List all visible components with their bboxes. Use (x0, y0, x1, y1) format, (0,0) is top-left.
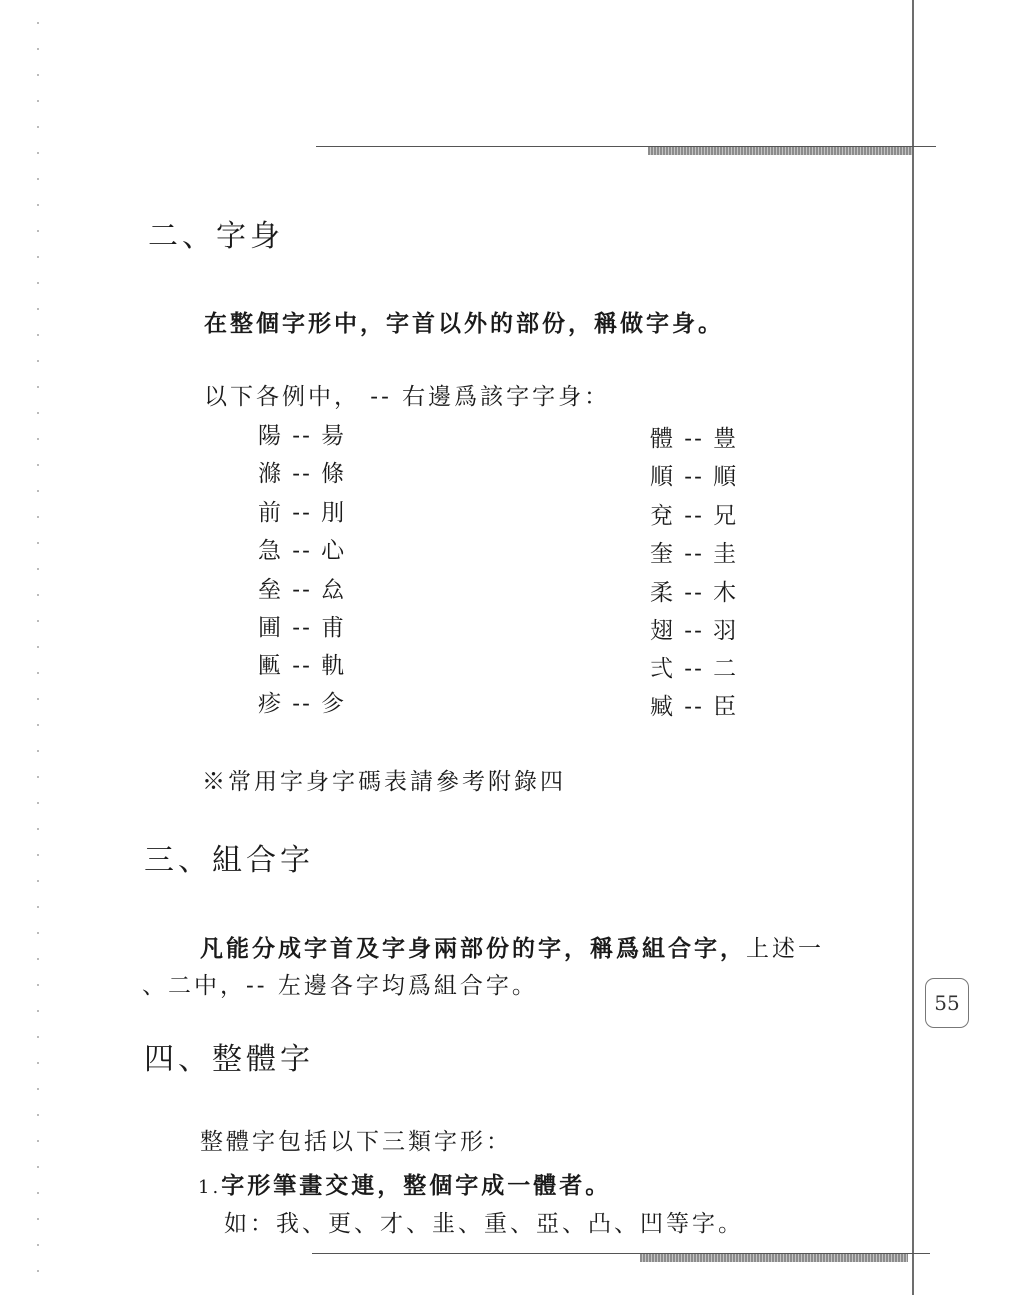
section-3-paragraph-normal: 上述一 (746, 936, 824, 962)
example-pair: 圃 -- 甫 (258, 615, 347, 641)
section-2-heading: 二、字身 (148, 219, 284, 254)
top-rule-thick (648, 147, 912, 155)
appendix-note: ※常用字身字碼表請參考附錄四 (202, 769, 566, 795)
example-pair: 臧 -- 臣 (650, 694, 739, 720)
section-4-heading: 四、整體字 (144, 1042, 314, 1077)
page-number-badge: 55 (925, 978, 969, 1028)
section-3-heading: 三、組合字 (144, 843, 314, 878)
example-pair: 弍 -- 二 (650, 656, 739, 682)
section-2-intro: 以下各例中， -- 右邊爲該字字身： (204, 384, 611, 410)
section-3-paragraph-line-1 (200, 937, 824, 961)
section-2-definition: 在整個字形中，字首以外的部份，稱做字身。 (204, 310, 724, 337)
example-pair: 滌 -- 條 (258, 461, 347, 487)
example-pair: 疹 -- 㐱 (258, 691, 347, 717)
section-3-paragraph-line-2: 、二中，-- 左邊各字均爲組合字。 (142, 973, 538, 999)
section-4-intro: 整體字包括以下三類字形： (200, 1129, 512, 1155)
item-1-text: 字形筆畫交連，整個字成一體者。 (221, 1172, 612, 1199)
example-pair: 翅 -- 羽 (650, 618, 739, 644)
item-1-number: 1. (198, 1177, 222, 1198)
section-3-paragraph-bold: 凡能分成字首及字身兩部份的字，稱爲組合字， (200, 935, 746, 962)
example-pair: 垒 -- 厽 (258, 577, 347, 603)
binding-speckles (36, 10, 40, 1290)
page-right-edge-rule (912, 0, 914, 1295)
example-pair: 陽 -- 昜 (258, 423, 347, 449)
example-pair: 匭 -- 軌 (258, 653, 347, 679)
example-pair: 體 -- 豊 (650, 426, 739, 452)
example-pair: 奎 -- 圭 (650, 541, 739, 567)
section-4-item-1 (198, 1174, 611, 1198)
example-pair: 兗 -- 兄 (650, 503, 739, 529)
example-pair: 順 -- 順 (650, 464, 739, 490)
section-4-item-1-examples: 如：我、更、才、韭、重、亞、凸、凹等字。 (224, 1211, 744, 1237)
example-pair: 前 -- 刖 (258, 500, 347, 526)
example-pair: 柔 -- 木 (650, 580, 739, 606)
example-pair: 急 -- 心 (258, 538, 347, 564)
bottom-rule-thick (640, 1254, 908, 1262)
